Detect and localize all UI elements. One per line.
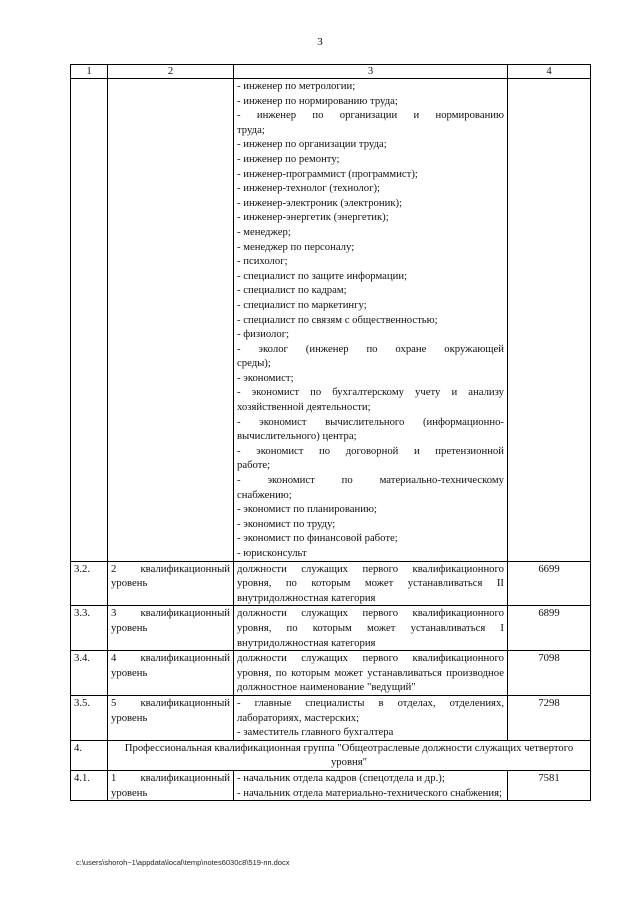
position-item: - экономист вычислительного (информационно- xyxy=(237,415,504,428)
position-item: - менеджер; xyxy=(237,225,291,238)
description-line: - главные специалисты в отделах, отделениях, лабораториях, мастерских; xyxy=(237,696,504,724)
position-description xyxy=(234,770,508,800)
position-description: должности служащих первого квалификационного уровня, по которым может устанавливаться производное должностное наименование "ведущий" xyxy=(234,651,508,696)
position-item: - специалист по защите информации; xyxy=(237,269,408,282)
position-item: - экономист по бухгалтерскому учету и анализу xyxy=(237,386,504,399)
qualification-level: 4 квалификационный уровень xyxy=(108,651,234,696)
position-item: - эколог (инженер по охране окружающей xyxy=(237,342,504,355)
position-item: - экономист по материально-техническому xyxy=(237,474,504,487)
table-row xyxy=(71,606,591,651)
position-item: - юрисконсульт xyxy=(237,547,307,559)
position-item: снабжению; xyxy=(237,488,292,501)
position-item: труда; xyxy=(237,123,265,136)
position-item: - экономист; xyxy=(237,371,294,384)
header-cell-1: 1 xyxy=(71,65,108,79)
position-item: - инженер-энергетик (энергетик); xyxy=(237,211,389,224)
position-list xyxy=(234,79,508,562)
position-item: - психолог; xyxy=(237,255,288,268)
position-item: хозяйственной деятельности; xyxy=(237,401,371,414)
table-row xyxy=(71,651,591,696)
row-number: 3.3. xyxy=(71,606,108,651)
position-item: - инженер по ремонту; xyxy=(237,152,340,165)
position-item: - специалист по кадрам; xyxy=(237,284,347,297)
position-item: - экономист по планированию; xyxy=(237,503,377,516)
position-item: - физиолог; xyxy=(237,328,290,341)
position-description: должности служащих первого квалификационного уровня, по которым может устанавливаться II внутридолжностная категория xyxy=(234,561,508,606)
row-number: 3.4. xyxy=(71,651,108,696)
table-row xyxy=(71,561,591,606)
qualification-table xyxy=(70,64,591,801)
header-cell-3: 3 xyxy=(234,65,508,79)
salary-value: 7098 xyxy=(508,651,591,696)
position-item: - инженер-технолог (технолог); xyxy=(237,182,380,195)
description-line: - начальник отдела материально-технического снабжения; xyxy=(237,786,502,799)
position-item: вычислительного) центра; xyxy=(237,430,357,443)
table-header-row xyxy=(71,65,591,79)
description-line: - заместитель главного бухгалтера xyxy=(237,726,394,739)
qualification-level: 1 квалификационный уровень xyxy=(108,770,234,800)
position-item: - инженер по организации труда; xyxy=(237,138,387,151)
page-number: 3 xyxy=(317,36,323,48)
position-item: - экономист по труду; xyxy=(237,517,336,530)
row-number: 3.2. xyxy=(71,561,108,606)
group-title: Профессиональная квалификационная группа "Общеотраслевые должности служащих четвертого уровня" xyxy=(108,740,591,770)
position-description: должности служащих первого квалификационного уровня, по которым может устанавливаться I внутридолжностная категория xyxy=(234,606,508,651)
position-item: - инженер-программист (программист); xyxy=(237,167,418,180)
header-cell-4: 4 xyxy=(508,65,591,79)
description-line: - начальник отдела кадров (спецотдела и др.); xyxy=(237,771,445,784)
position-item: - инженер-электроник (электроник); xyxy=(237,196,403,209)
salary-value: 7298 xyxy=(508,695,591,740)
position-item: среды); xyxy=(237,357,271,370)
position-item: - менеджер по персоналу; xyxy=(237,240,355,253)
salary-value: 7581 xyxy=(508,770,591,800)
header-cell-2: 2 xyxy=(108,65,234,79)
position-item: работе; xyxy=(237,459,271,472)
qualification-level: 5 квалификационный уровень xyxy=(108,695,234,740)
position-item: - инженер по нормированию труда; xyxy=(237,94,398,107)
file-path-footer: c:\users\shoroh~1\appdata\local\temp\notes6030c8\519-пп.docx xyxy=(76,858,290,867)
group-row xyxy=(71,740,591,770)
position-item: - экономист по договорной и претензионной xyxy=(237,444,504,457)
row-number: 4. xyxy=(71,740,108,770)
position-item: - инженер по метрологии; xyxy=(237,80,356,92)
table-row-continuation xyxy=(71,79,591,562)
table-row xyxy=(71,695,591,740)
row-number: 4.1. xyxy=(71,770,108,800)
qualification-level: 3 квалификационный уровень xyxy=(108,606,234,651)
salary-value: 6899 xyxy=(508,606,591,651)
salary-value: 6699 xyxy=(508,561,591,606)
position-item: - специалист по маркетингу; xyxy=(237,298,367,311)
position-description xyxy=(234,695,508,740)
table-row xyxy=(71,770,591,800)
qualification-level: 2 квалификационный уровень xyxy=(108,561,234,606)
position-item: - экономист по финансовой работе; xyxy=(237,532,398,545)
row-number: 3.5. xyxy=(71,695,108,740)
position-item: - инженер по организации и нормированию xyxy=(237,109,504,122)
position-item: - специалист по связям с общественностью; xyxy=(237,313,438,326)
